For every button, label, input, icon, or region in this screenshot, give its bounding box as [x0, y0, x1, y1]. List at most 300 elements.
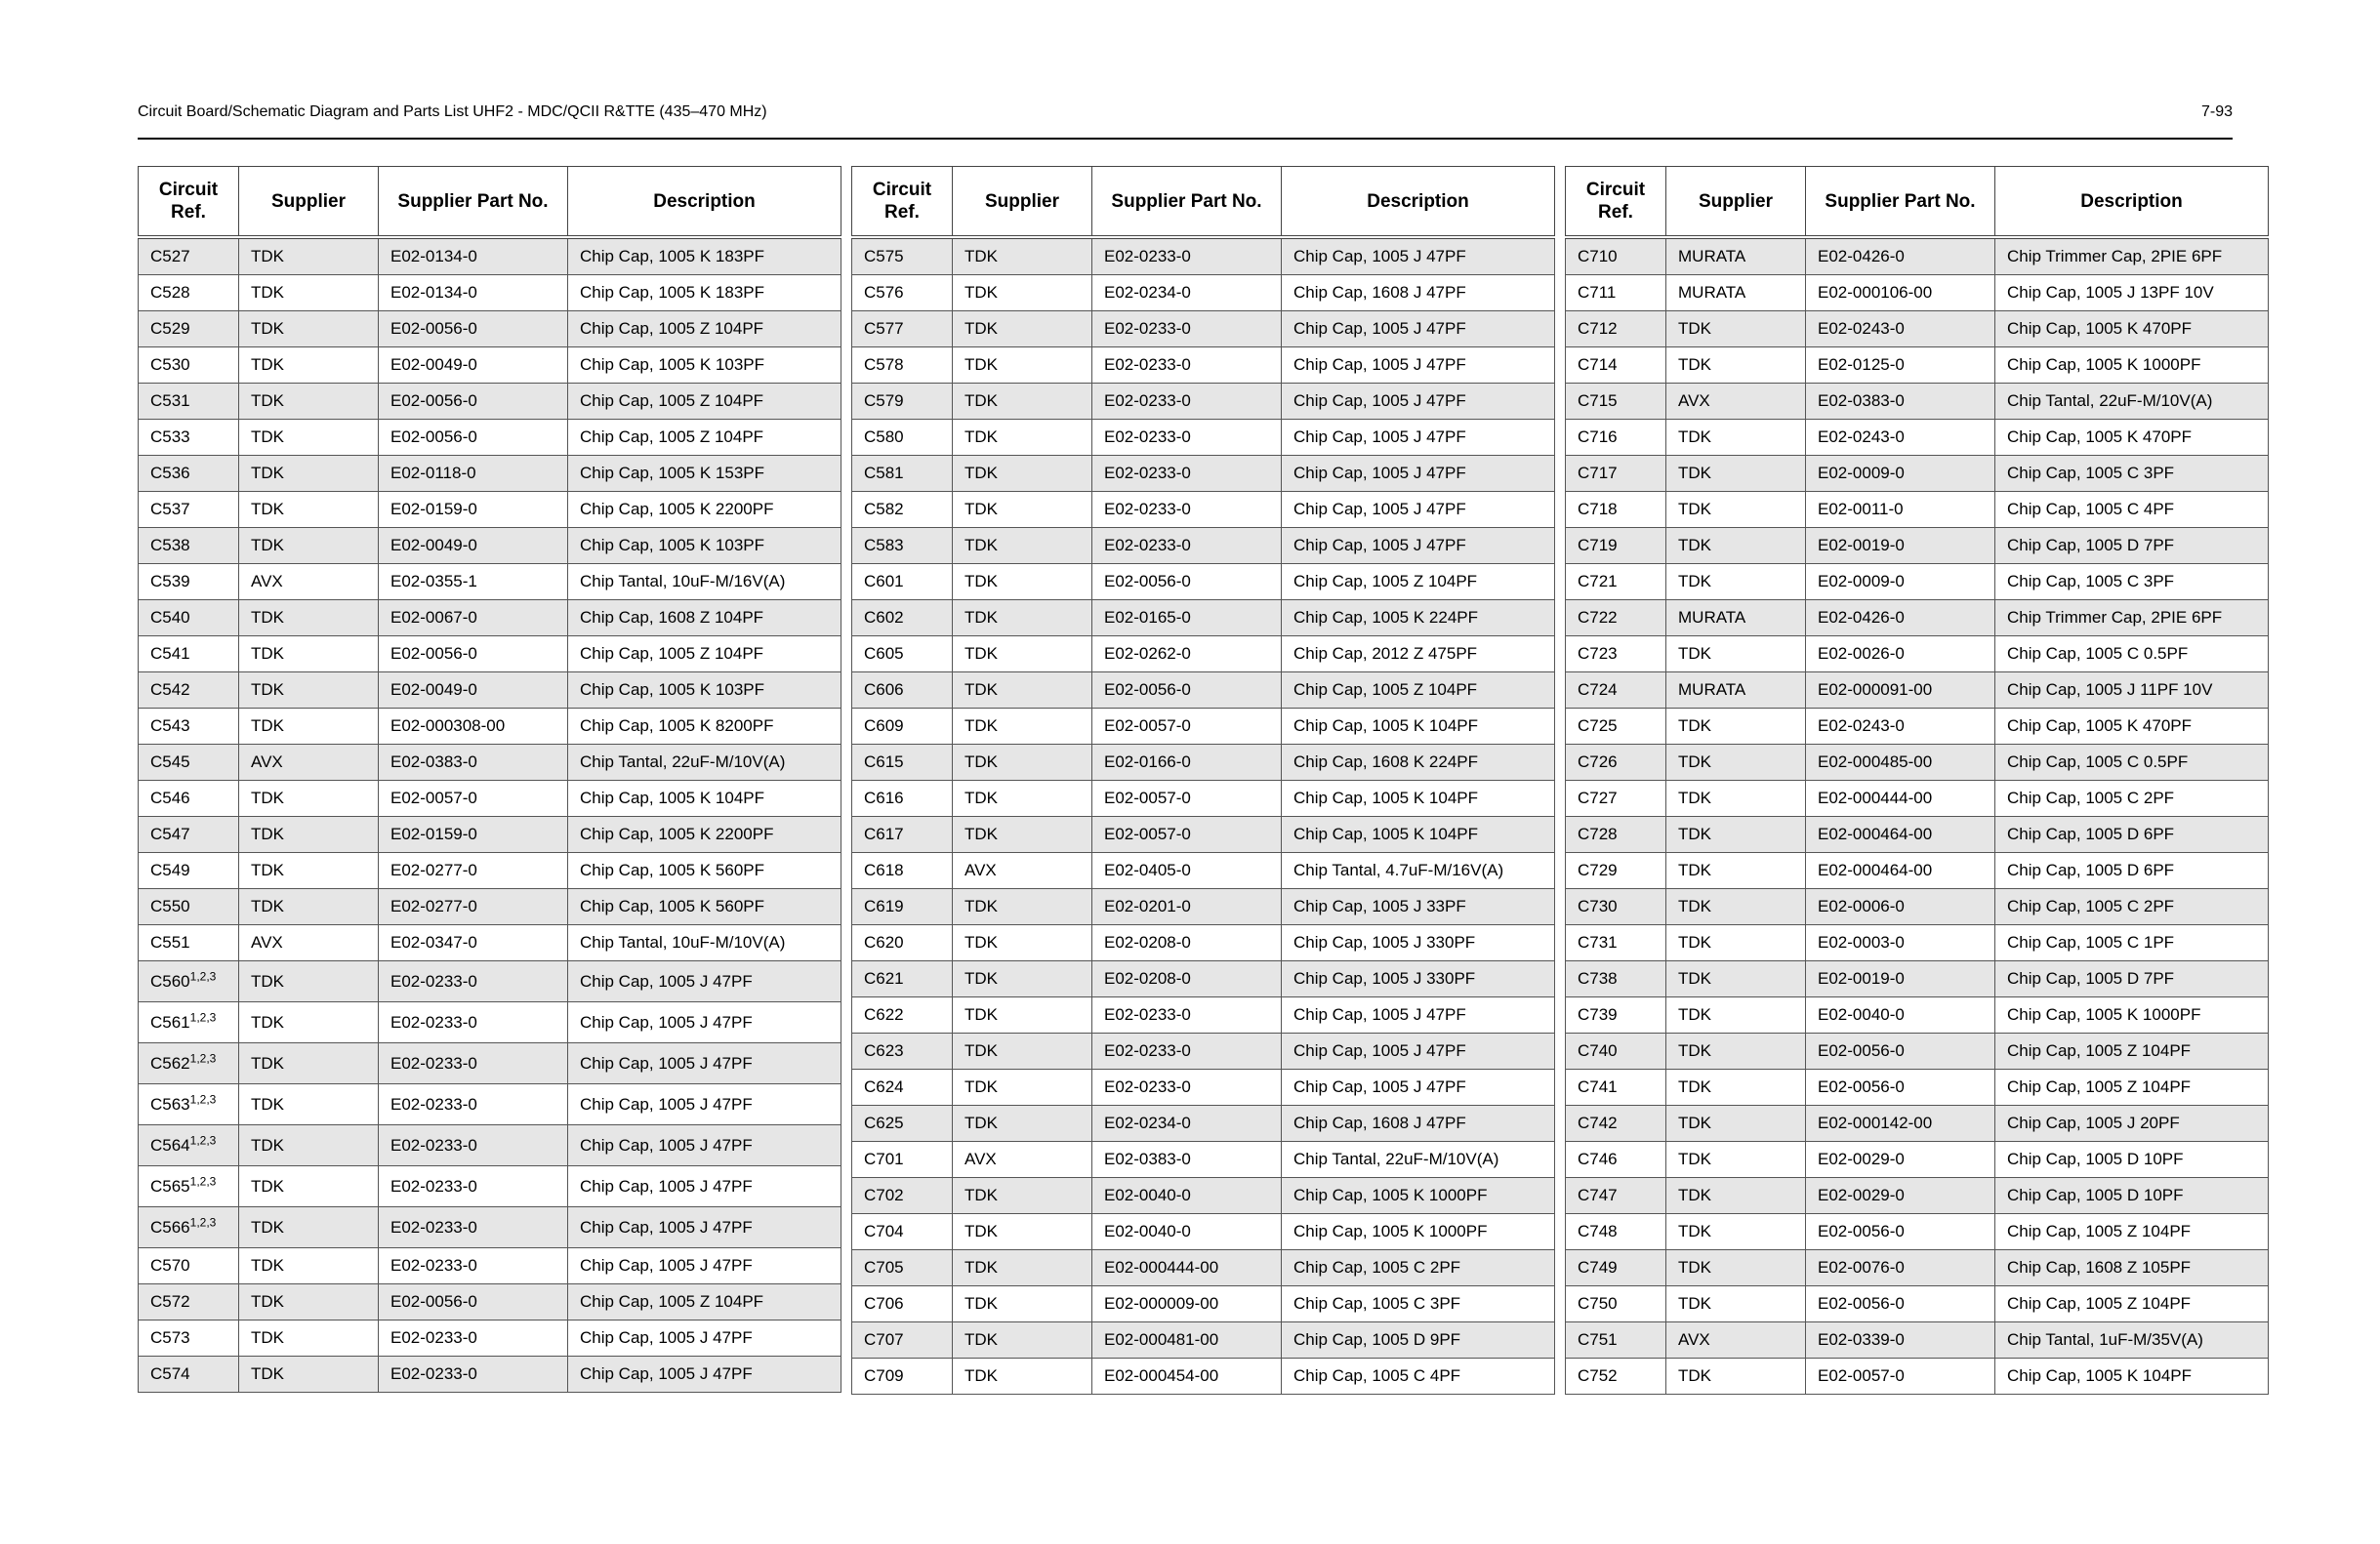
header-supplier: Supplier [1666, 167, 1806, 238]
parts-table-2 [851, 166, 1555, 1395]
circuit-ref: C575 [864, 247, 904, 265]
part-number-cell: E02-0234-0 [1092, 1106, 1282, 1142]
supplier-cell: TDK [1666, 347, 1806, 384]
circuit-ref-cell [139, 1166, 239, 1207]
description-cell: Chip Cap, 1005 K 470PF [1995, 420, 2269, 456]
description-cell: Chip Tantal, 10uF-M/16V(A) [568, 564, 841, 600]
table-row [1566, 347, 2269, 384]
supplier-cell: AVX [953, 853, 1092, 889]
description-cell: Chip Cap, 1005 K 2200PF [568, 492, 841, 528]
table-row [139, 889, 841, 925]
table-row [139, 1248, 841, 1284]
part-number-cell: E02-0383-0 [1806, 384, 1995, 420]
table-row [139, 709, 841, 745]
circuit-ref-cell [1566, 347, 1666, 384]
part-number-cell: E02-0383-0 [1092, 1142, 1282, 1178]
part-number-cell: E02-0233-0 [1092, 997, 1282, 1034]
description-cell: Chip Cap, 1005 J 47PF [568, 1002, 841, 1043]
circuit-ref-cell [852, 925, 953, 961]
part-number-cell: E02-0006-0 [1806, 889, 1995, 925]
circuit-ref-cell [1566, 781, 1666, 817]
description-cell: Chip Cap, 1005 J 47PF [568, 1248, 841, 1284]
table-row [139, 925, 841, 961]
description-cell: Chip Tantal, 22uF-M/10V(A) [1995, 384, 2269, 420]
circuit-ref-cell [139, 961, 239, 1002]
description-cell: Chip Cap, 1005 K 1000PF [1282, 1214, 1555, 1250]
circuit-ref: C538 [150, 536, 190, 554]
description-cell: Chip Cap, 1005 C 0.5PF [1995, 636, 2269, 672]
description-cell: Chip Cap, 1005 K 103PF [568, 528, 841, 564]
table-row [139, 817, 841, 853]
table-row [1566, 817, 2269, 853]
description-cell: Chip Cap, 1608 J 47PF [1282, 275, 1555, 311]
part-number-cell: E02-0049-0 [379, 528, 568, 564]
circuit-ref: C541 [150, 644, 190, 663]
supplier-cell: TDK [1666, 925, 1806, 961]
part-number-cell: E02-0076-0 [1806, 1250, 1995, 1286]
table-row [852, 1106, 1555, 1142]
table-row [139, 564, 841, 600]
supplier-cell: TDK [953, 420, 1092, 456]
part-number-cell: E02-000009-00 [1092, 1286, 1282, 1322]
table-row [139, 1207, 841, 1248]
supplier-cell: TDK [239, 961, 379, 1002]
part-number-cell: E02-0011-0 [1806, 492, 1995, 528]
header-supplier-part-no: Supplier Part No. [1806, 167, 1995, 238]
circuit-ref-cell [139, 1284, 239, 1321]
description-cell: Chip Cap, 1005 K 104PF [1282, 817, 1555, 853]
description-cell: Chip Cap, 1005 J 47PF [1282, 237, 1555, 275]
circuit-ref-cell [852, 817, 953, 853]
description-cell: Chip Cap, 1005 J 47PF [568, 961, 841, 1002]
part-number-cell: E02-0040-0 [1806, 997, 1995, 1034]
circuit-ref: C727 [1578, 789, 1618, 807]
description-cell: Chip Tantal, 10uF-M/10V(A) [568, 925, 841, 961]
part-number-cell: E02-0056-0 [1806, 1214, 1995, 1250]
table-row [852, 1322, 1555, 1359]
circuit-ref-cell [1566, 1322, 1666, 1359]
table-row [1566, 1070, 2269, 1106]
supplier-cell: TDK [953, 1359, 1092, 1395]
description-cell: Chip Cap, 1005 Z 104PF [568, 384, 841, 420]
description-cell: Chip Cap, 1005 J 47PF [1282, 311, 1555, 347]
table-row [852, 672, 1555, 709]
description-cell: Chip Cap, 1005 K 470PF [1995, 709, 2269, 745]
circuit-ref-cell [139, 275, 239, 311]
supplier-cell: TDK [953, 817, 1092, 853]
part-number-cell: E02-0009-0 [1806, 564, 1995, 600]
part-number-cell: E02-0233-0 [1092, 1034, 1282, 1070]
part-number-cell: E02-0233-0 [379, 1002, 568, 1043]
circuit-ref: C527 [150, 247, 190, 265]
circuit-ref: C741 [1578, 1077, 1618, 1096]
circuit-ref-cell [1566, 492, 1666, 528]
circuit-ref-cell [852, 600, 953, 636]
part-number-cell: E02-0159-0 [379, 492, 568, 528]
description-cell: Chip Cap, 1005 Z 104PF [568, 636, 841, 672]
circuit-ref-cell [139, 853, 239, 889]
supplier-cell: TDK [1666, 564, 1806, 600]
table-row [852, 564, 1555, 600]
circuit-ref-cell [852, 997, 953, 1034]
description-cell: Chip Tantal, 4.7uF-M/16V(A) [1282, 853, 1555, 889]
circuit-ref-cell [139, 347, 239, 384]
table-row [139, 672, 841, 709]
supplier-cell: MURATA [1666, 275, 1806, 311]
part-number-cell: E02-0277-0 [379, 853, 568, 889]
part-number-cell: E02-0029-0 [1806, 1178, 1995, 1214]
part-number-cell: E02-0009-0 [1806, 456, 1995, 492]
circuit-ref: C577 [864, 319, 904, 338]
table-row [139, 1002, 841, 1043]
supplier-cell: TDK [1666, 889, 1806, 925]
parts-table-1 [138, 166, 841, 1393]
description-cell: Chip Cap, 1005 K 104PF [1282, 781, 1555, 817]
part-number-cell: E02-0233-0 [1092, 384, 1282, 420]
table-header-row [139, 167, 841, 238]
circuit-ref-cell [852, 1070, 953, 1106]
description-cell: Chip Cap, 1005 D 6PF [1995, 853, 2269, 889]
circuit-ref: C623 [864, 1041, 904, 1060]
supplier-cell: TDK [953, 275, 1092, 311]
table-row [852, 311, 1555, 347]
table-row [1566, 1286, 2269, 1322]
circuit-ref-cell [139, 1207, 239, 1248]
header-supplier: Supplier [953, 167, 1092, 238]
description-cell: Chip Cap, 1005 D 6PF [1995, 817, 2269, 853]
circuit-ref: C609 [864, 716, 904, 735]
description-cell: Chip Cap, 1005 Z 104PF [1282, 672, 1555, 709]
table-row [139, 1084, 841, 1125]
circuit-ref-cell [1566, 275, 1666, 311]
table-row [1566, 889, 2269, 925]
table-row [1566, 492, 2269, 528]
circuit-ref-cell [1566, 600, 1666, 636]
circuit-ref: C711 [1578, 283, 1617, 302]
description-cell: Chip Cap, 1005 K 103PF [568, 672, 841, 709]
circuit-ref: C723 [1578, 644, 1618, 663]
supplier-cell: TDK [239, 1357, 379, 1393]
circuit-ref: C530 [150, 355, 190, 374]
footnote-marker: 1,2,3 [189, 1132, 217, 1147]
circuit-ref: C747 [1578, 1186, 1618, 1204]
supplier-cell: TDK [239, 492, 379, 528]
circuit-ref: C731 [1578, 933, 1618, 952]
supplier-cell: AVX [953, 1142, 1092, 1178]
circuit-ref-cell [139, 672, 239, 709]
circuit-ref-cell [1566, 1286, 1666, 1322]
table-row [852, 925, 1555, 961]
circuit-ref-cell [139, 384, 239, 420]
supplier-cell: TDK [1666, 1250, 1806, 1286]
table-row [139, 853, 841, 889]
table-row [1566, 781, 2269, 817]
footnote-marker: 1,2,3 [189, 1050, 217, 1065]
circuit-ref: C572 [150, 1292, 190, 1311]
supplier-cell: TDK [1666, 456, 1806, 492]
supplier-cell: TDK [239, 456, 379, 492]
circuit-ref: C564 [150, 1135, 190, 1155]
supplier-cell: TDK [1666, 781, 1806, 817]
circuit-ref: C537 [150, 500, 190, 518]
circuit-ref: C581 [864, 464, 904, 482]
supplier-cell: TDK [239, 781, 379, 817]
description-cell: Chip Cap, 1005 K 183PF [568, 275, 841, 311]
footnote-marker: 1,2,3 [189, 1173, 217, 1188]
description-cell: Chip Cap, 1608 J 47PF [1282, 1106, 1555, 1142]
supplier-cell: TDK [953, 237, 1092, 275]
circuit-ref: C715 [1578, 391, 1618, 410]
supplier-cell: TDK [953, 600, 1092, 636]
table-row [1566, 997, 2269, 1034]
part-number-cell: E02-0040-0 [1092, 1178, 1282, 1214]
header-circuit-ref: Circuit Ref. [852, 167, 953, 238]
part-number-cell: E02-0040-0 [1092, 1214, 1282, 1250]
circuit-ref-cell [1566, 1214, 1666, 1250]
part-number-cell: E02-0056-0 [379, 636, 568, 672]
circuit-ref-cell [852, 1250, 953, 1286]
part-number-cell: E02-0056-0 [379, 420, 568, 456]
circuit-ref-cell [139, 1084, 239, 1125]
table-row [852, 456, 1555, 492]
supplier-cell: TDK [239, 1002, 379, 1043]
circuit-ref-cell [852, 781, 953, 817]
circuit-ref-cell [1566, 961, 1666, 997]
header-description: Description [1282, 167, 1555, 238]
part-number-cell: E02-0233-0 [379, 1125, 568, 1166]
description-cell: Chip Cap, 1005 Z 104PF [1995, 1286, 2269, 1322]
circuit-ref: C722 [1578, 608, 1618, 627]
table-row [139, 636, 841, 672]
supplier-cell: TDK [953, 672, 1092, 709]
table-row [852, 528, 1555, 564]
circuit-ref: C542 [150, 680, 190, 699]
description-cell: Chip Cap, 1005 K 8200PF [568, 709, 841, 745]
circuit-ref: C539 [150, 572, 190, 590]
table-row [1566, 1178, 2269, 1214]
circuit-ref: C536 [150, 464, 190, 482]
description-cell: Chip Cap, 1005 D 9PF [1282, 1322, 1555, 1359]
circuit-ref-cell [139, 600, 239, 636]
circuit-ref-cell [139, 817, 239, 853]
circuit-ref-cell [852, 1322, 953, 1359]
table-row [852, 492, 1555, 528]
circuit-ref-cell [1566, 709, 1666, 745]
circuit-ref-cell [1566, 1359, 1666, 1395]
part-number-cell: E02-000464-00 [1806, 853, 1995, 889]
supplier-cell: TDK [1666, 636, 1806, 672]
part-number-cell: E02-0056-0 [1092, 672, 1282, 709]
table-row [852, 347, 1555, 384]
circuit-ref: C704 [864, 1222, 904, 1240]
circuit-ref-cell [139, 311, 239, 347]
table-row [1566, 1106, 2269, 1142]
circuit-ref: C622 [864, 1005, 904, 1024]
supplier-cell: TDK [239, 1084, 379, 1125]
table-row [139, 420, 841, 456]
table-row [139, 1321, 841, 1357]
description-cell: Chip Cap, 1005 J 47PF [1282, 528, 1555, 564]
circuit-ref-cell [1566, 528, 1666, 564]
circuit-ref: C750 [1578, 1294, 1618, 1313]
circuit-ref-cell [139, 781, 239, 817]
supplier-cell: TDK [1666, 1359, 1806, 1395]
part-number-cell: E02-0243-0 [1806, 709, 1995, 745]
circuit-ref-cell [1566, 237, 1666, 275]
header-divider [138, 138, 2233, 140]
description-cell: Chip Cap, 1005 K 224PF [1282, 600, 1555, 636]
circuit-ref: C606 [864, 680, 904, 699]
part-number-cell: E02-0339-0 [1806, 1322, 1995, 1359]
table-row [139, 1284, 841, 1321]
table-row [1566, 1322, 2269, 1359]
table-row [852, 961, 1555, 997]
supplier-cell: TDK [953, 1322, 1092, 1359]
table-row [1566, 1214, 2269, 1250]
circuit-ref: C547 [150, 825, 190, 843]
table-row [852, 600, 1555, 636]
table-row [852, 997, 1555, 1034]
circuit-ref: C730 [1578, 897, 1618, 915]
circuit-ref: C546 [150, 789, 190, 807]
part-number-cell: E02-0159-0 [379, 817, 568, 853]
circuit-ref: C561 [150, 1012, 190, 1032]
circuit-ref: C583 [864, 536, 904, 554]
circuit-ref-cell [1566, 456, 1666, 492]
circuit-ref-cell [139, 709, 239, 745]
description-cell: Chip Cap, 1005 J 47PF [568, 1207, 841, 1248]
table-row [1566, 1359, 2269, 1395]
table-row [1566, 600, 2269, 636]
description-cell: Chip Cap, 1005 Z 104PF [568, 1284, 841, 1321]
table-row [139, 311, 841, 347]
supplier-cell: MURATA [1666, 600, 1806, 636]
table-row [1566, 275, 2269, 311]
circuit-ref-cell [139, 492, 239, 528]
description-cell: Chip Cap, 1005 J 47PF [1282, 347, 1555, 384]
supplier-cell: TDK [1666, 311, 1806, 347]
circuit-ref-cell [1566, 1178, 1666, 1214]
supplier-cell: TDK [953, 709, 1092, 745]
part-number-cell: E02-0233-0 [379, 1357, 568, 1393]
circuit-ref-cell [852, 492, 953, 528]
part-number-cell: E02-0347-0 [379, 925, 568, 961]
document-title: Circuit Board/Schematic Diagram and Parts List UHF2 - MDC/QCII R&TTE (435–470 MHz) [138, 103, 767, 120]
description-cell: Chip Cap, 1005 J 47PF [1282, 384, 1555, 420]
part-number-cell: E02-0243-0 [1806, 420, 1995, 456]
part-number-cell: E02-0233-0 [379, 961, 568, 1002]
circuit-ref: C746 [1578, 1150, 1618, 1168]
table-row [139, 1125, 841, 1166]
description-cell: Chip Cap, 1005 K 560PF [568, 853, 841, 889]
description-cell: Chip Cap, 1005 Z 104PF [1282, 564, 1555, 600]
part-number-cell: E02-0134-0 [379, 275, 568, 311]
circuit-ref: C549 [150, 861, 190, 879]
table-row [1566, 456, 2269, 492]
header-circuit-ref: Circuit Ref. [1566, 167, 1666, 238]
description-cell: Chip Cap, 1005 J 330PF [1282, 925, 1555, 961]
circuit-ref: C712 [1578, 319, 1618, 338]
header-supplier-part-no: Supplier Part No. [379, 167, 568, 238]
table-row [1566, 1142, 2269, 1178]
part-number-cell: E02-000454-00 [1092, 1359, 1282, 1395]
supplier-cell: TDK [953, 1178, 1092, 1214]
footnote-marker: 1,2,3 [189, 968, 217, 983]
circuit-ref: C601 [864, 572, 904, 590]
part-number-cell: E02-0134-0 [379, 237, 568, 275]
supplier-cell: TDK [239, 237, 379, 275]
part-number-cell: E02-000091-00 [1806, 672, 1995, 709]
table-row [1566, 420, 2269, 456]
table-row [852, 275, 1555, 311]
table-row [139, 781, 841, 817]
circuit-ref: C576 [864, 283, 904, 302]
description-cell: Chip Cap, 1005 Z 104PF [568, 420, 841, 456]
supplier-cell: AVX [1666, 1322, 1806, 1359]
circuit-ref: C531 [150, 391, 190, 410]
supplier-cell: TDK [953, 564, 1092, 600]
supplier-cell: TDK [239, 709, 379, 745]
supplier-cell: TDK [953, 636, 1092, 672]
part-number-cell: E02-0056-0 [1806, 1070, 1995, 1106]
part-number-cell: E02-0233-0 [1092, 456, 1282, 492]
part-number-cell: E02-0233-0 [379, 1248, 568, 1284]
circuit-ref: C706 [864, 1294, 904, 1313]
part-number-cell: E02-0057-0 [1092, 709, 1282, 745]
part-number-cell: E02-0049-0 [379, 347, 568, 384]
description-cell: Chip Cap, 1005 J 47PF [1282, 456, 1555, 492]
description-cell: Chip Cap, 1005 J 47PF [568, 1321, 841, 1357]
circuit-ref-cell [1566, 311, 1666, 347]
part-number-cell: E02-0019-0 [1806, 528, 1995, 564]
supplier-cell: TDK [1666, 1178, 1806, 1214]
description-cell: Chip Cap, 1005 Z 104PF [1995, 1070, 2269, 1106]
circuit-ref-cell [852, 1178, 953, 1214]
description-cell: Chip Cap, 1005 D 7PF [1995, 528, 2269, 564]
part-number-cell: E02-0208-0 [1092, 961, 1282, 997]
circuit-ref: C615 [864, 752, 904, 771]
circuit-ref-cell [852, 311, 953, 347]
circuit-ref-cell [852, 636, 953, 672]
table-row [139, 528, 841, 564]
part-number-cell: E02-0056-0 [379, 311, 568, 347]
supplier-cell: TDK [953, 1070, 1092, 1106]
circuit-ref-cell [139, 1357, 239, 1393]
circuit-ref: C620 [864, 933, 904, 952]
circuit-ref-cell [852, 564, 953, 600]
description-cell: Chip Cap, 1005 C 3PF [1995, 564, 2269, 600]
table-row [852, 781, 1555, 817]
part-number-cell: E02-0405-0 [1092, 853, 1282, 889]
circuit-ref: C726 [1578, 752, 1618, 771]
circuit-ref: C617 [864, 825, 904, 843]
part-number-cell: E02-0118-0 [379, 456, 568, 492]
part-number-cell: E02-0057-0 [1092, 817, 1282, 853]
circuit-ref-cell [852, 1106, 953, 1142]
supplier-cell: TDK [953, 1214, 1092, 1250]
table-row [139, 1043, 841, 1084]
circuit-ref: C724 [1578, 680, 1618, 699]
circuit-ref: C728 [1578, 825, 1618, 843]
supplier-cell: TDK [239, 1284, 379, 1321]
circuit-ref-cell [1566, 1034, 1666, 1070]
table-row [852, 1178, 1555, 1214]
table-row [852, 1034, 1555, 1070]
circuit-ref-cell [852, 384, 953, 420]
circuit-ref: C573 [150, 1328, 190, 1347]
circuit-ref: C578 [864, 355, 904, 374]
circuit-ref-cell [139, 528, 239, 564]
